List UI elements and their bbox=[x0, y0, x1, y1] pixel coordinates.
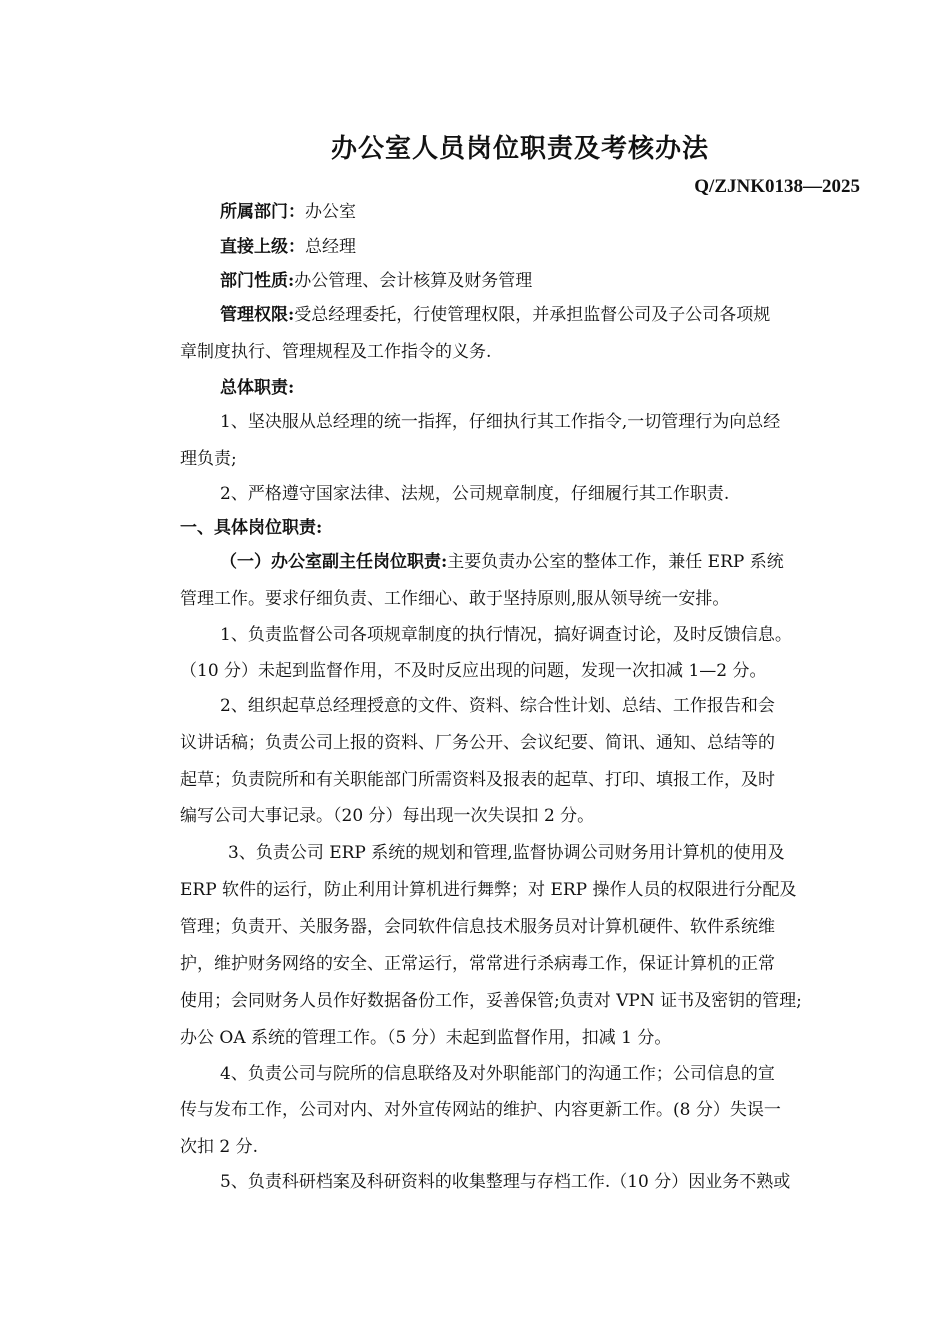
duty-line: 编写公司大事记录。（20 分）每出现一次失误扣 2 分。 bbox=[180, 806, 595, 826]
nature-label: 部门性质: bbox=[220, 271, 295, 291]
general-item-2: 2、严格遵守国家法律、法规，公司规章制度，仔细履行其工作职责. bbox=[220, 484, 730, 504]
duty-line: 起草；负责院所和有关职能部门所需资料及报表的起草、打印、填报工作，及时 bbox=[180, 770, 775, 790]
authority-row bbox=[220, 305, 770, 325]
authority-value: 受总经理委托，行使管理权限，并承担监督公司及子公司各项规 bbox=[294, 305, 771, 325]
duty-line: 5、负责科研档案及科研资料的收集整理与存档工作.（10 分）因业务不熟或 bbox=[220, 1172, 791, 1192]
deputy-director-label: （一）办公室副主任岗位职责: bbox=[220, 552, 448, 572]
duty-line: 次扣 2 分. bbox=[180, 1137, 259, 1157]
nature-row bbox=[220, 271, 532, 291]
general-item-1-continuation: 理负责; bbox=[180, 449, 237, 469]
duty-line: ERP 软件的运行，防止利用计算机进行舞弊；对 ERP 操作人员的权限进行分配及 bbox=[180, 880, 797, 900]
duty-line: 传与发布工作，公司对内、对外宣传网站的维护、内容更新工作。(8 分）失误一 bbox=[180, 1100, 781, 1120]
deputy-director-value: 主要负责办公室的整体工作，兼任 ERP 系统 bbox=[447, 552, 784, 572]
deputy-director-continuation: 管理工作。要求仔细负责、工作细心、敢于坚持原则,服从领导统一安排。 bbox=[180, 589, 730, 609]
deputy-director-row bbox=[220, 552, 784, 572]
duty-line: 护，维护财务网络的安全、正常运行，常常进行杀病毒工作，保证计算机的正常 bbox=[180, 954, 775, 974]
superior-row bbox=[220, 237, 356, 257]
superior-label: 直接上级： bbox=[220, 237, 305, 257]
document-code: Q/ZJNK0138—2025 bbox=[694, 176, 860, 197]
duty-line: 办公 OA 系统的管理工作。（5 分）未起到监督作用，扣减 1 分。 bbox=[180, 1028, 672, 1048]
duty-line: 使用；会同财务人员作好数据备份工作，妥善保管;负责对 VPN 证书及密钥的管理; bbox=[180, 991, 802, 1011]
authority-label: 管理权限: bbox=[220, 305, 295, 325]
document-title: 办公室人员岗位职责及考核办法 bbox=[330, 134, 709, 164]
nature-value: 办公管理、会计核算及财务管理 bbox=[294, 271, 533, 291]
duty-line: 管理；负责开、关服务器，会同软件信息技术服务员对计算机硬件、软件系统维 bbox=[180, 917, 775, 937]
duty-line: （10 分）未起到监督作用，不及时反应出现的问题，发现一次扣减 1—2 分。 bbox=[180, 661, 767, 681]
dept-label: 所属部门： bbox=[220, 202, 305, 222]
duty-line: 1、负责监督公司各项规章制度的执行情况，搞好调查讨论，及时反馈信息。 bbox=[220, 625, 792, 645]
duty-line: 2、组织起草总经理授意的文件、资料、综合性计划、总结、工作报告和会 bbox=[220, 696, 775, 716]
general-item-1: 1、坚决服从总经理的统一指挥，仔细执行其工作指令,一切管理行为向总经 bbox=[220, 412, 781, 432]
dept-value: 办公室 bbox=[305, 202, 356, 222]
duty-line: 4、负责公司与院所的信息联络及对外职能部门的沟通工作；公司信息的宣 bbox=[220, 1064, 775, 1084]
superior-value: 总经理 bbox=[305, 237, 356, 257]
specific-heading: 一、具体岗位职责: bbox=[180, 518, 323, 538]
general-heading: 总体职责: bbox=[220, 378, 295, 398]
dept-row bbox=[220, 202, 356, 222]
authority-continuation: 章制度执行、管理规程及工作指令的义务. bbox=[180, 342, 492, 362]
duty-line: 议讲话稿；负责公司上报的资料、厂务公开、会议纪要、简讯、通知、总结等的 bbox=[180, 733, 775, 753]
duty-line: 3、负责公司 ERP 系统的规划和管理,监督协调公司财务用计算机的使用及 bbox=[228, 843, 785, 863]
